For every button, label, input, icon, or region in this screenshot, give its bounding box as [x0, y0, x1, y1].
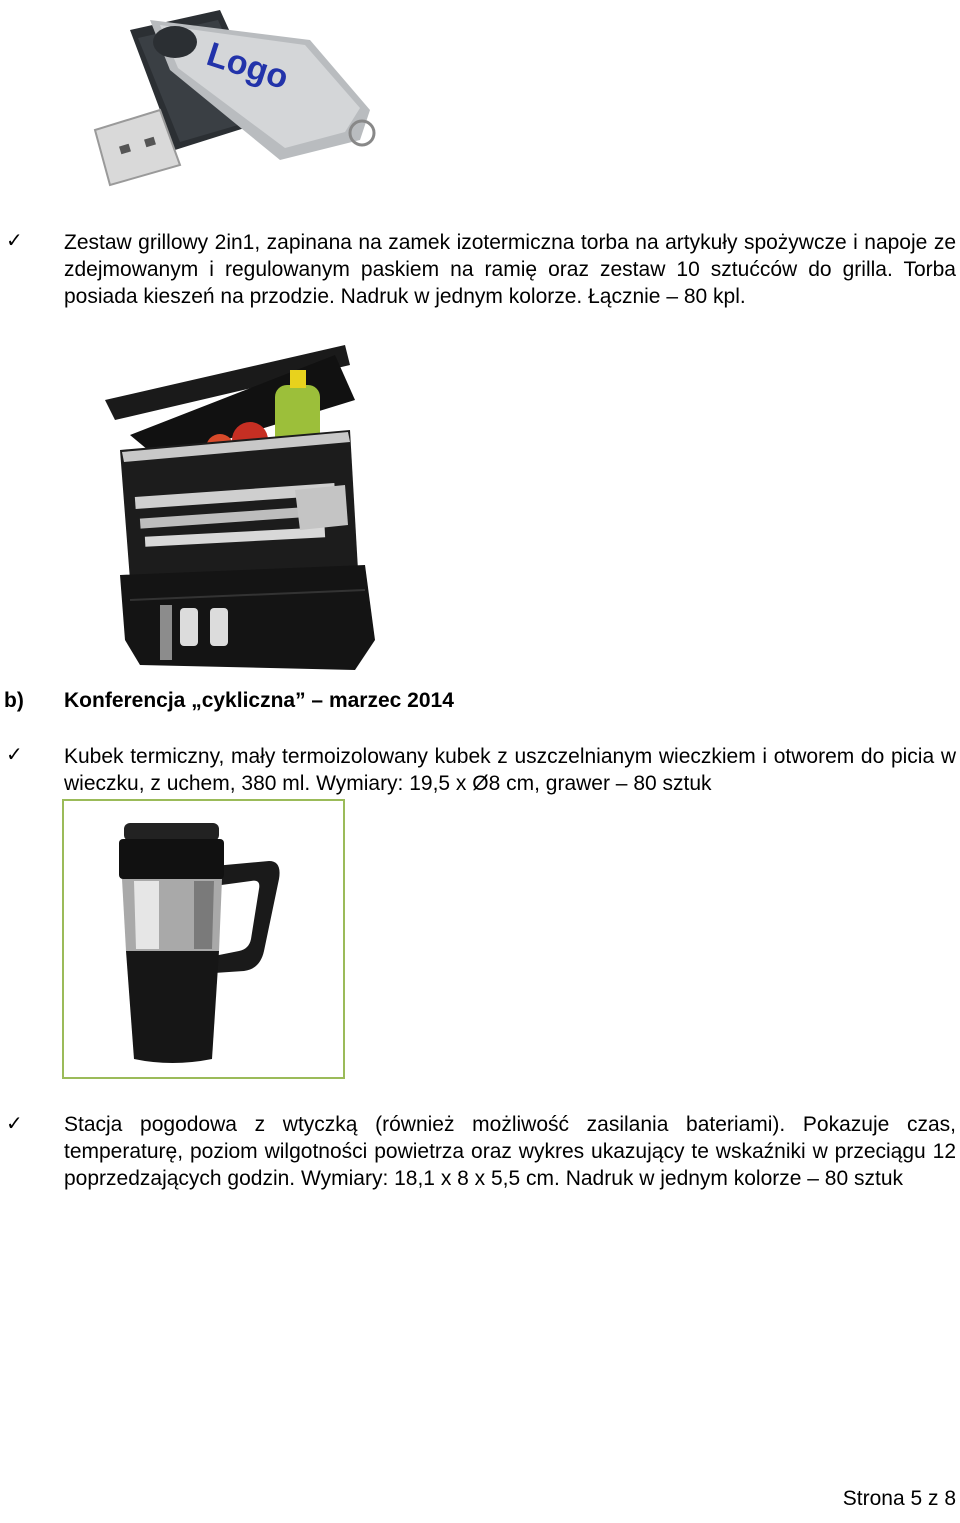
grill-bag-image [100, 340, 385, 675]
item-grill-set-text: Zestaw grillowy 2in1, zapinana na zamek izotermiczna torba na artykuły spożywcze i napoje ze zdejmowanym i regulowanym paskiem na ramię oraz zestaw 10 sztućców do grilla. Torba posiada kieszeń na przodzie. Nadruk w jednym kolorze. Łącznie – 80 kpl. [64, 231, 956, 308]
usb-drive-image [80, 0, 380, 190]
checkmark-icon: ✓ [6, 742, 23, 766]
checkmark-icon: ✓ [6, 1111, 23, 1135]
item-weather-station-text: Stacja pogodowa z wtyczką (również możliwość zasilania bateriami). Pokazuje czas, temperaturę, poziom wilgotności powietrza oraz wykres ukazujący te wskaźniki w przeciągu 12 poprzedzających godzin. Wymiary: 18,1 x 8 x 5,5 cm. Nadruk w jednym kolorze – 80 sztuk [64, 1113, 956, 1190]
checkmark-icon: ✓ [6, 228, 23, 252]
section-b-title: Konferencja „cykliczna” – marzec 2014 [64, 689, 454, 712]
thermal-mug-image [62, 799, 345, 1079]
usb-logo-text: Logo [202, 35, 294, 97]
section-b-letter: b) [4, 689, 24, 712]
page-number: Strona 5 z 8 [842, 1487, 956, 1510]
item-thermal-mug-text: Kubek termiczny, mały termoizolowany kubek z uszczelnianym wieczkiem i otworem do picia w wieczku, z uchem, 380 ml. Wymiary: 19,5 x Ø8 cm, grawer – 80 sztuk [64, 745, 956, 795]
